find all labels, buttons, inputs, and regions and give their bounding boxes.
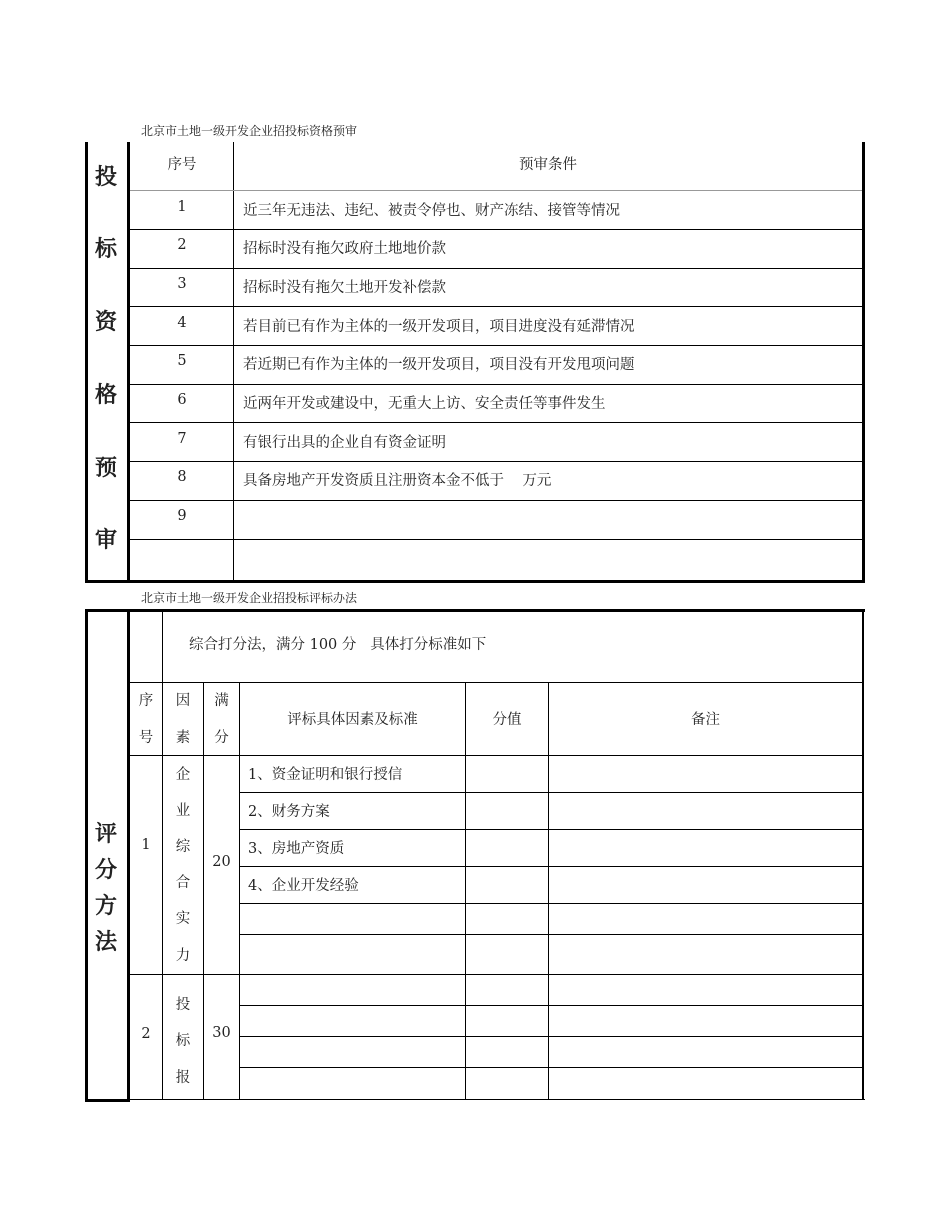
scoring-caption: 北京市土地一级开发企业招投标评标办法	[141, 591, 358, 605]
header-seq: 序号	[167, 157, 197, 173]
row-text: 招标时没有拖欠政府土地地价款	[243, 241, 446, 257]
prequal-table	[85, 142, 865, 583]
row-num: 7	[177, 431, 187, 447]
row-num: 5	[177, 353, 187, 369]
factor-char: 投	[175, 997, 191, 1013]
group-num: 1	[141, 837, 151, 853]
side-char: 方	[94, 894, 117, 919]
row-num: 6	[177, 392, 187, 408]
header-seq-char: 号	[138, 730, 154, 746]
factor-char: 综	[175, 839, 191, 855]
side-char: 分	[94, 858, 117, 883]
criteria-item: 2、财务方案	[248, 804, 330, 820]
header-factor-char: 素	[175, 730, 191, 746]
side-char: 标	[94, 237, 117, 262]
side-char: 资	[94, 310, 117, 335]
row-text: 若近期已有作为主体的一级开发项目，项目没有开发甩项问题	[243, 357, 635, 373]
header-remark: 备注	[691, 712, 720, 728]
prequal-caption: 北京市土地一级开发企业招投标资格预审	[141, 124, 358, 138]
row-num: 2	[177, 237, 187, 253]
row-text: 近两年开发或建设中，无重大上访、安全责任等事件发生	[243, 396, 606, 412]
criteria-item: 3、房地产资质	[248, 841, 345, 857]
header-seq-char: 序	[138, 693, 154, 709]
group-num: 2	[141, 1026, 151, 1042]
criteria-item: 1、资金证明和银行授信	[248, 767, 403, 783]
row-text: 近三年无违法、违纪、被责令停也、财产冻结、接管等情况	[243, 203, 620, 219]
row-num: 4	[177, 315, 187, 331]
side-char: 评	[94, 822, 117, 847]
header-full-char: 分	[214, 730, 229, 746]
row-text: 招标时没有拖欠土地开发补偿款	[243, 280, 446, 296]
side-char: 审	[94, 528, 117, 553]
row-num: 3	[177, 276, 187, 292]
scoring-table	[85, 609, 865, 1102]
side-char: 格	[94, 383, 117, 408]
row-num: 1	[177, 199, 187, 215]
scoring-intro: 综合打分法，满分 100 分 具体打分标准如下	[189, 637, 487, 653]
header-criteria: 评标具体因素及标准	[287, 712, 418, 728]
factor-char: 企	[175, 767, 191, 783]
factor-char: 报	[175, 1070, 191, 1086]
header-factor-char: 因	[175, 693, 191, 709]
row-text: 有银行出具的企业自有资金证明	[243, 435, 446, 451]
side-char: 预	[94, 456, 117, 481]
header-condition: 预审条件	[519, 157, 577, 173]
side-char: 投	[94, 165, 117, 190]
row-num: 9	[177, 508, 187, 524]
factor-char: 力	[175, 948, 191, 964]
row-num: 8	[177, 469, 187, 485]
factor-char: 标	[175, 1033, 191, 1049]
factor-char: 合	[175, 875, 191, 891]
row-text: 具备房地产开发资质且注册资本金不低于 万元	[243, 473, 552, 489]
header-full-char: 满	[214, 693, 229, 709]
header-score: 分值	[492, 712, 522, 728]
scoring-side-title	[85, 609, 127, 1102]
row-text: 若目前已有作为主体的一级开发项目，项目进度没有延滞情况	[243, 319, 635, 335]
group-full-score: 20	[212, 854, 231, 870]
criteria-item: 4、企业开发经验	[248, 878, 359, 894]
side-char: 法	[94, 930, 117, 955]
group-full-score: 30	[212, 1025, 231, 1041]
factor-char: 业	[175, 803, 191, 819]
factor-char: 实	[175, 911, 191, 927]
prequal-side-title	[85, 142, 127, 583]
